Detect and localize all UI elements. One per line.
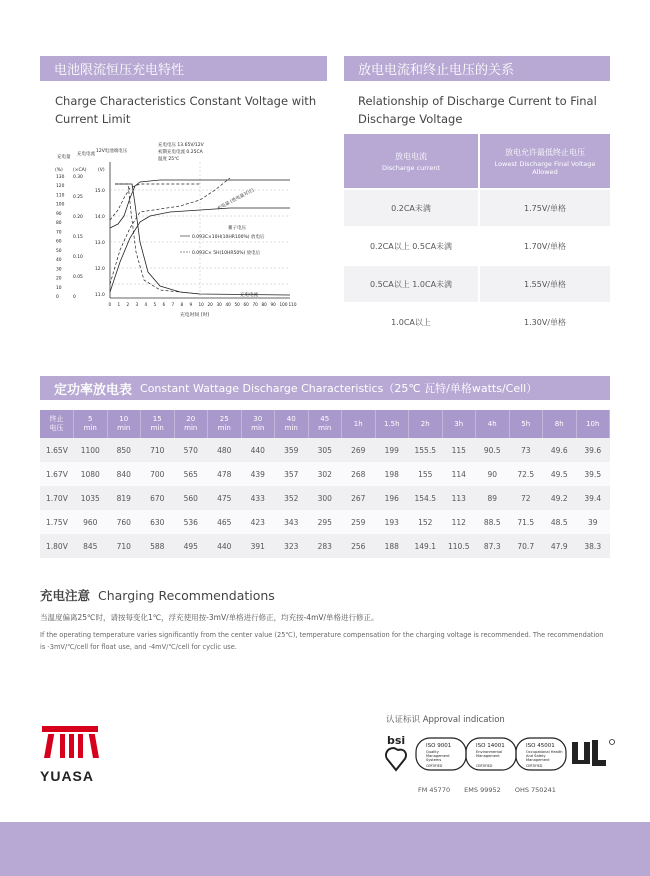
plot-area (110, 162, 290, 298)
tick-label: 50 (56, 248, 62, 254)
wattage-cell: 115 (442, 438, 476, 462)
tick-label: 0.20 (73, 215, 83, 220)
wattage-cell: 149.1 (409, 534, 443, 558)
tick-label: 3 (135, 302, 139, 307)
approval-badges (382, 732, 622, 782)
wattage-cell: 268 (342, 462, 376, 486)
info-line-1: 充电电压 13.65V/12V (158, 143, 204, 148)
wattage-cell: 193 (375, 510, 409, 534)
wattage-cell: 495 (174, 534, 208, 558)
tick-label: 70 (252, 302, 258, 307)
column-header: 15 min (141, 410, 175, 438)
tick-label: 10 (198, 302, 204, 307)
wattage-cell: 154.5 (409, 486, 443, 510)
section-title: 电池限流恒压充电特性 (54, 63, 185, 78)
approval-title: 认证标识 Approval indication (386, 715, 505, 725)
row-voltage-cell: 1.80V (40, 534, 74, 558)
wattage-cell: 47.9 (543, 534, 577, 558)
wattage-cell: 198 (375, 462, 409, 486)
tick-label: 20 (56, 276, 62, 282)
row-voltage-cell: 1.70V (40, 486, 74, 510)
footer-band (0, 822, 650, 876)
tick-label: 10 (56, 285, 62, 291)
column-header: 40 min (275, 410, 309, 438)
tick-label: 30 (56, 267, 62, 273)
y-label-current: 充电电流 (77, 152, 95, 157)
tick-label: 130 (56, 175, 65, 180)
tick-label: 6 (162, 302, 166, 307)
wattage-cell: 196 (375, 486, 409, 510)
cell-voltage: 1.55V/单格 (479, 265, 610, 303)
tick-label: 60 (243, 302, 249, 307)
tick-label: 40 (225, 302, 231, 307)
wattage-cell: 565 (174, 462, 208, 486)
wattage-cell: 112 (442, 510, 476, 534)
tick-label: 120 (56, 184, 65, 190)
wattage-cell: 39 (576, 510, 610, 534)
wattage-cell: 710 (141, 438, 175, 462)
current-curve-50 (115, 184, 200, 294)
cell-current: 1.0CA以上 (344, 303, 479, 341)
wattage-cell: 295 (308, 510, 342, 534)
svg-text:Systems: Systems (426, 758, 442, 762)
wattage-cell: 88.5 (476, 510, 510, 534)
tick-label: 100 (56, 202, 65, 208)
column-header: 1h (342, 410, 376, 438)
wattage-cell: 39.4 (576, 486, 610, 510)
column-header: 3h (442, 410, 476, 438)
current-curve-label: 充电电流 (240, 293, 258, 298)
svg-text:ISO 9001: ISO 9001 (426, 743, 452, 749)
column-header: 终止 电压 (40, 410, 74, 438)
tick-label: 15.0 (95, 189, 105, 194)
cell-voltage: 1.75V/单格 (479, 189, 610, 227)
voltage-tick-labels (95, 188, 105, 298)
wattage-cell: 114 (442, 462, 476, 486)
section-title: 放电电流和终止电压的关系 (358, 63, 515, 78)
column-header: 5h (509, 410, 543, 438)
iso-14001-badge (466, 738, 516, 770)
tick-label: 2 (126, 302, 130, 307)
tick-label: 0.25 (73, 195, 83, 200)
wattage-cell: 199 (375, 438, 409, 462)
table-row (344, 303, 610, 341)
wattage-cell: 845 (74, 534, 108, 558)
wattage-cell: 1100 (74, 438, 108, 462)
wattage-title-en: Constant Wattage Discharge Characteristics（25℃ 瓦特/单格watts/Cell） (140, 382, 538, 395)
wattage-cell: 670 (141, 486, 175, 510)
wattage-header-row (40, 410, 610, 438)
table-row (344, 265, 610, 303)
wattage-cell: 357 (275, 462, 309, 486)
wattage-cell: 343 (275, 510, 309, 534)
wattage-cell: 1080 (74, 462, 108, 486)
wattage-cell: 960 (74, 510, 108, 534)
wattage-cell: 323 (275, 534, 309, 558)
current-tick-labels (73, 174, 83, 300)
tick-label: 12.0 (95, 267, 105, 272)
tick-label: 0 (73, 295, 76, 300)
charge-characteristics-chart (40, 132, 330, 322)
tick-label: 0.30 (73, 175, 83, 180)
wattage-cell: 39.5 (576, 462, 610, 486)
wattage-cell: 433 (241, 486, 275, 510)
svg-text:Management: Management (526, 758, 550, 762)
wattage-cell: 352 (275, 486, 309, 510)
wattage-cell: 110.5 (442, 534, 476, 558)
charging-text-en: If the operating temperature varies significantly from the center value (25℃), temperature compensation for the charging voltage is recommended. The recommendation is -3mV/℃/cell for float use, and -4mV/℃/cell for cyclic use. (40, 631, 604, 651)
wattage-cell: 439 (241, 462, 275, 486)
wattage-cell: 155 (409, 462, 443, 486)
table-row (40, 462, 610, 486)
column-header: 25 min (208, 410, 242, 438)
svg-text:Occupational Health: Occupational Health (526, 750, 563, 754)
column-header: 30 min (241, 410, 275, 438)
table-row (40, 534, 610, 558)
row-voltage-cell: 1.75V (40, 510, 74, 534)
wattage-cell: 560 (174, 486, 208, 510)
wattage-cell: 89 (476, 486, 510, 510)
wattage-cell: 440 (208, 534, 242, 558)
tick-label: 90 (270, 302, 276, 307)
y-label-voltage: 12V电池端电压 (96, 149, 128, 154)
svg-text:Quality: Quality (426, 750, 439, 754)
wattage-cell: 70.7 (509, 534, 543, 558)
tick-label: 1 (117, 302, 121, 307)
wattage-cell: 188 (375, 534, 409, 558)
wattage-cell: 700 (141, 462, 175, 486)
wattage-cell: 850 (107, 438, 141, 462)
charging-title (40, 586, 275, 604)
wattage-cell: 570 (174, 438, 208, 462)
tick-label: 0.05 (73, 275, 83, 280)
wattage-title-cn: 定功率放电表 (54, 382, 133, 398)
y-label-capacity: 充电量 (57, 155, 71, 160)
cert-code: EMS 99952 (464, 786, 501, 794)
charging-text-cn: 当温度偏离25℃时，请按每变化1℃，浮充使用按-3mV/单格进行修正，均充按-4mV/单格进行修正。 (40, 613, 379, 622)
wattage-cell: 302 (308, 462, 342, 486)
cert-code: OHS 750241 (514, 786, 556, 794)
table-header-row (344, 134, 610, 189)
row-voltage-cell: 1.65V (40, 438, 74, 462)
wattage-cell: 267 (342, 486, 376, 510)
column-header: 10 min (107, 410, 141, 438)
cell-voltage: 1.30V/单格 (479, 303, 610, 341)
wattage-cell: 73 (509, 438, 543, 462)
column-header: 8h (543, 410, 577, 438)
wattage-cell: 465 (208, 510, 242, 534)
column-header: 20 min (174, 410, 208, 438)
tick-label: 5 (153, 302, 157, 307)
wattage-header (40, 376, 610, 400)
yuasa-wordmark: YUASA (40, 768, 95, 784)
charging-title-en: Charging Recommendations (98, 588, 275, 603)
table-row (344, 189, 610, 227)
iso-9001-badge (416, 738, 466, 770)
wattage-cell: 760 (107, 510, 141, 534)
wattage-cell: 478 (208, 462, 242, 486)
info-line-3: 温度 25℃ (158, 157, 180, 162)
wattage-cell: 1035 (74, 486, 108, 510)
column-header: 2h (409, 410, 443, 438)
charge-characteristics-subtitle: Charge Characteristics Constant Voltage with Current Limit (55, 94, 317, 126)
tick-label: 7 (171, 302, 175, 307)
tick-label: 90 (56, 211, 62, 217)
svg-text:CERTIFIED: CERTIFIED (426, 764, 443, 768)
yuasa-logo (40, 724, 100, 784)
tick-label: 110 (56, 193, 65, 199)
table-row (40, 438, 610, 462)
discharge-voltage-header (344, 56, 610, 81)
certification-logos (382, 732, 622, 782)
tick-label: 100 (279, 302, 288, 307)
ul-mark-icon (572, 740, 615, 767)
column-header: 1.5h (375, 410, 409, 438)
charge-characteristics-header (40, 56, 327, 81)
tick-label: 50 (234, 302, 240, 307)
wattage-cell: 305 (308, 438, 342, 462)
tick-label: 30 (216, 302, 222, 307)
legend-1: 0.093C×10H(10HR100%) 放电后 (192, 235, 265, 240)
yuasa-emblem-icon (40, 724, 100, 760)
wattage-cell: 588 (141, 534, 175, 558)
svg-text:Management: Management (476, 754, 500, 758)
capacity-curve-label: 充电量 (放电量对比) (216, 188, 256, 212)
cell-current: 0.2CA未满 (344, 189, 479, 227)
header-cell-voltage: 放电允许最低终止电压 Lowest Discharge Final Voltage Allowed (479, 134, 610, 189)
discharge-voltage-subtitle: Relationship of Discharge Current to Final Discharge Voltage (358, 94, 597, 126)
wattage-cell: 440 (241, 438, 275, 462)
iso-45001-badge (516, 738, 566, 770)
wattage-cell: 39.6 (576, 438, 610, 462)
column-header: 45 min (308, 410, 342, 438)
svg-text:CERTIFIED: CERTIFIED (476, 764, 493, 768)
wattage-cell: 359 (275, 438, 309, 462)
table-row (344, 227, 610, 265)
wattage-cell: 49.2 (543, 486, 577, 510)
tick-label: 70 (56, 230, 62, 236)
charging-title-cn: 充电注意 (40, 588, 91, 603)
tick-label: 110 (288, 302, 297, 307)
wattage-cell: 269 (342, 438, 376, 462)
discharge-voltage-table (344, 134, 610, 342)
unit-current: (×CA) (73, 168, 87, 173)
tick-label: 4 (144, 302, 148, 307)
wattage-cell: 256 (342, 534, 376, 558)
wattage-table (40, 410, 610, 558)
unit-voltage: (V) (98, 168, 105, 173)
wattage-cell: 87.3 (476, 534, 510, 558)
table-row (40, 510, 610, 534)
chart-svg (40, 132, 330, 322)
wattage-cell: 71.5 (509, 510, 543, 534)
bsi-text: bsi (387, 734, 406, 747)
column-header: 4h (476, 410, 510, 438)
tick-label: 60 (56, 239, 62, 245)
tick-label: 40 (56, 258, 62, 264)
tick-label: 20 (207, 302, 213, 307)
tick-label: 8 (180, 302, 184, 307)
cell-current: 0.5CA以上 1.0CA未满 (344, 265, 479, 303)
tick-label: 13.0 (95, 241, 105, 246)
wattage-cell: 630 (141, 510, 175, 534)
wattage-cell: 48.5 (543, 510, 577, 534)
wattage-cell: 391 (241, 534, 275, 558)
svg-text:And Safety: And Safety (526, 754, 546, 758)
tick-label: 0.10 (73, 255, 83, 260)
svg-text:ISO 14001: ISO 14001 (476, 743, 505, 749)
wattage-cell: 300 (308, 486, 342, 510)
wattage-cell: 72.5 (509, 462, 543, 486)
wattage-cell: 38.3 (576, 534, 610, 558)
row-voltage-cell: 1.67V (40, 462, 74, 486)
wattage-cell: 475 (208, 486, 242, 510)
svg-text:Management: Management (426, 754, 450, 758)
info-line-2: 初期充电电流 0.25CA (158, 150, 203, 155)
svg-text:CERTIFIED: CERTIFIED (526, 764, 543, 768)
wattage-cell: 536 (174, 510, 208, 534)
bsi-kitemark-icon (386, 734, 406, 770)
tick-label: 9 (189, 302, 193, 307)
wattage-cell: 90.5 (476, 438, 510, 462)
wattage-cell: 423 (241, 510, 275, 534)
wattage-cell: 49.5 (543, 462, 577, 486)
cert-code: FM 45770 (418, 786, 451, 794)
wattage-cell: 259 (342, 510, 376, 534)
wattage-cell: 710 (107, 534, 141, 558)
time-tick-labels (109, 302, 297, 307)
wattage-cell: 152 (409, 510, 443, 534)
legend-2: 0.093C× 5H(10HR50%) 放电后 (192, 251, 261, 256)
tick-label: 80 (56, 221, 62, 227)
table-row (40, 486, 610, 510)
wattage-cell: 840 (107, 462, 141, 486)
tick-label: 0 (108, 302, 112, 307)
header-cell-current: 放电电流 Discharge current (344, 134, 479, 189)
unit-capacity: (%) (55, 168, 63, 173)
wattage-cell: 819 (107, 486, 141, 510)
wattage-cell: 283 (308, 534, 342, 558)
tick-label: 11.0 (95, 293, 105, 298)
column-header: 10h (576, 410, 610, 438)
wattage-cell: 90 (476, 462, 510, 486)
cert-codes (418, 786, 556, 794)
tick-label: 0.15 (73, 235, 83, 240)
wattage-cell: 480 (208, 438, 242, 462)
cell-current: 0.2CA以上 0.5CA未满 (344, 227, 479, 265)
wattage-cell: 49.6 (543, 438, 577, 462)
x-axis-title: 充电时间 (时) (180, 313, 210, 318)
svg-text:ISO 45001: ISO 45001 (526, 743, 555, 749)
wattage-cell: 113 (442, 486, 476, 510)
svg-text:Environmental: Environmental (476, 750, 503, 754)
tick-label: 80 (261, 302, 267, 307)
legend-title: 蓄子电压 (228, 226, 246, 231)
wattage-cell: 72 (509, 486, 543, 510)
wattage-cell: 155.5 (409, 438, 443, 462)
tick-label: 0 (56, 295, 59, 300)
column-header: 5 min (74, 410, 108, 438)
capacity-tick-labels (56, 174, 65, 300)
cell-voltage: 1.70V/单格 (479, 227, 610, 265)
tick-label: 14.0 (95, 215, 105, 220)
